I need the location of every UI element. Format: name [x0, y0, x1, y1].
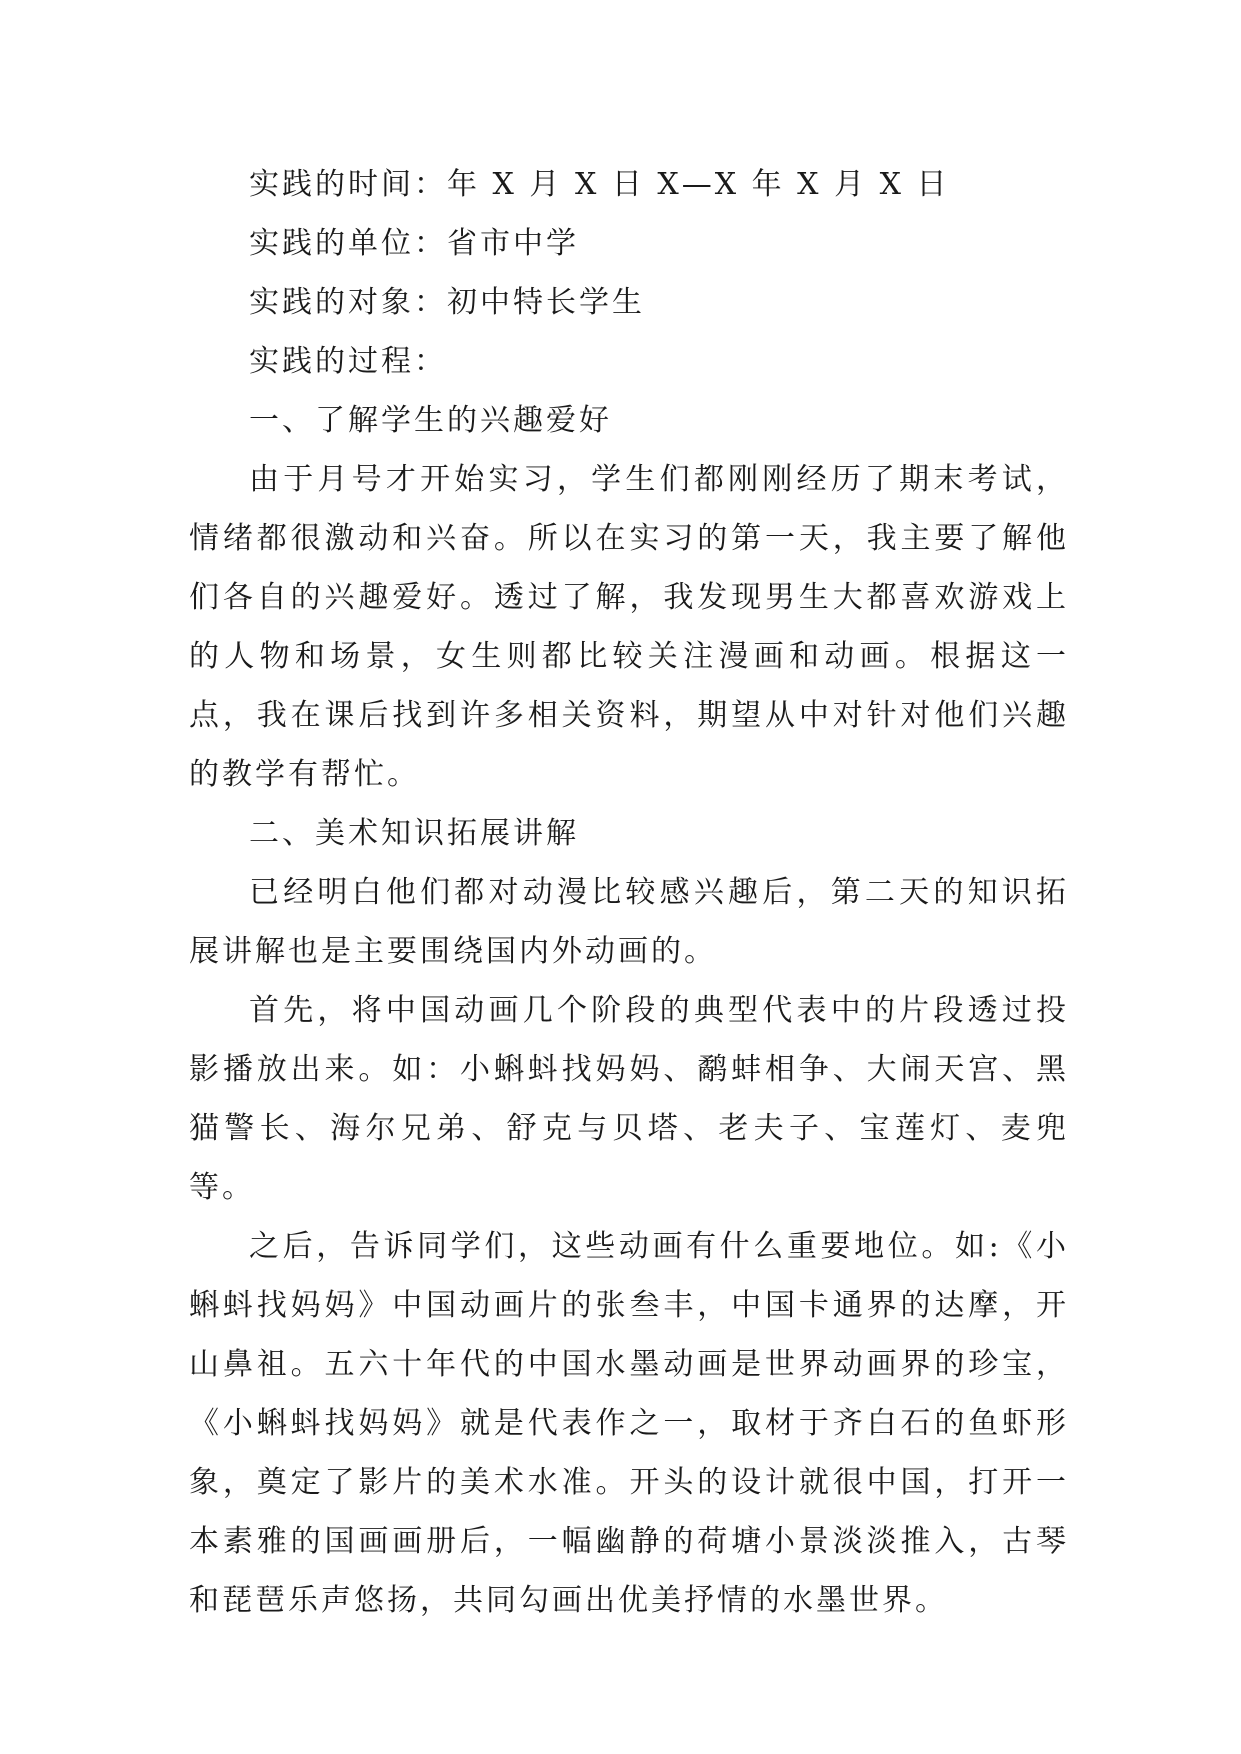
practice-time-line: 实践的时间：年 X 月 X 日 X—X 年 X 月 X 日: [249, 167, 950, 202]
practice-process-line: 实践的过程：: [249, 344, 447, 379]
document-body: [189, 155, 1069, 1630]
body-paragraph: 之后，告诉同学们，这些动画有什么重要地位。如:《小蝌蚪找妈妈》中国动画片的张叁丰，中国卡通界的达摩，开山鼻祖。五六十年代的中国水墨动画是世界动画界的珍宝，《小蝌蚪找妈妈》就是代表作之一，取材于齐白石的鱼虾形象，奠定了影片的美术水准。开头的设计就很中国，打开一本素雅的国画画册后，一幅幽静的荷塘小景淡淡推入，古琴和琵琶乐声悠扬，共同勾画出优美抒情的水墨世界。: [189, 1229, 1069, 1618]
body-paragraph: 首先，将中国动画几个阶段的典型代表中的片段透过投影播放出来。如：小蝌蚪找妈妈、鹬蚌相争、大闹天宫、黑猫警长、海尔兄弟、舒克与贝塔、老夫子、宝莲灯、麦兜等。: [189, 993, 1069, 1205]
section-heading-2: 二、美术知识拓展讲解: [249, 816, 579, 851]
practice-target-line: 实践的对象：初中特长学生: [249, 285, 645, 320]
section-heading-1: 一、了解学生的兴趣爱好: [249, 403, 612, 438]
practice-unit-line: 实践的单位：省市中学: [249, 226, 579, 261]
body-paragraph: 已经明白他们都对动漫比较感兴趣后，第二天的知识拓展讲解也是主要围绕国内外动画的。: [189, 875, 1069, 969]
body-paragraph: 由于月号才开始实习，学生们都刚刚经历了期末考试，情绪都很激动和兴奋。所以在实习的第一天，我主要了解他们各自的兴趣爱好。透过了解，我发现男生大都喜欢游戏上的人物和场景，女生则都比较关注漫画和动画。根据这一点，我在课后找到许多相关资料，期望从中对针对他们兴趣的教学有帮忙。: [189, 462, 1069, 792]
